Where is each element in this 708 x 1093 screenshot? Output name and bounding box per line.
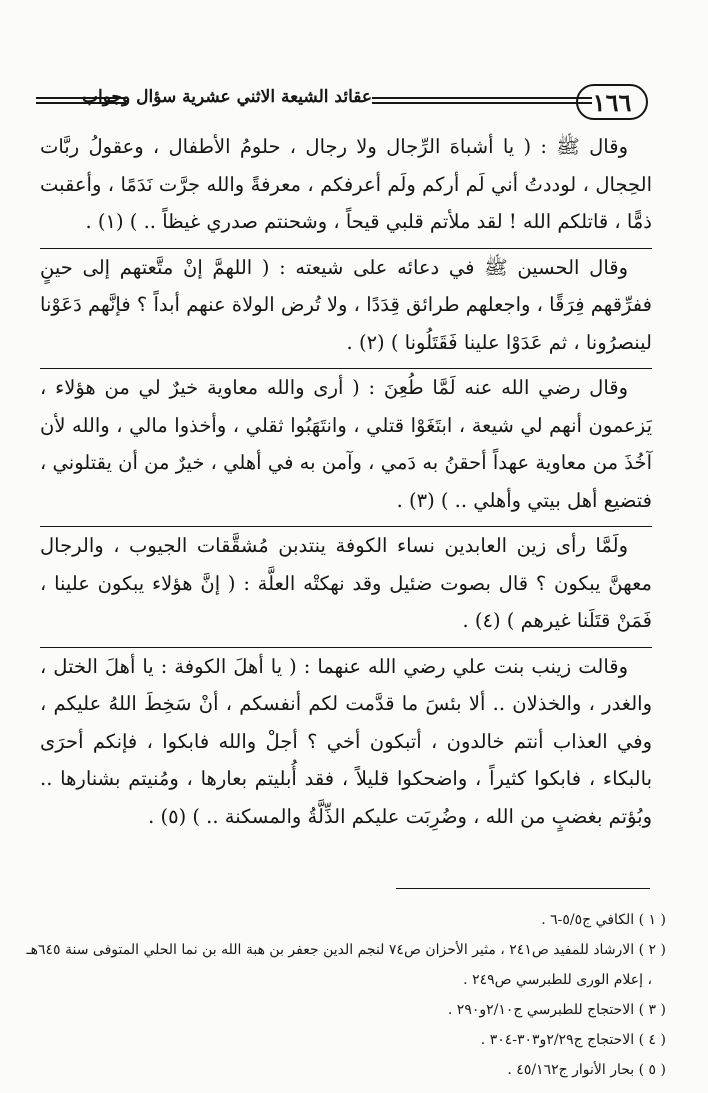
footnotes bbox=[26, 905, 666, 1085]
paragraph-5: وقالت زينب بنت علي رضي الله عنهما : ( يا أهلَ الكوفة : يا أهلَ الختل ، والغدر ، والخذلان .. ألا بئسَ ما قدَّمت لكم أنفسكم ، أنْ سَخِطَ اللهُ عليكم ، وفي العذاب أنتم خالدون ، أتبكون أخي ؟ أجلْ والله فابكوا ، فإنكم أحرَى بالبكاء ، فابكوا كثيراً ، واضحكوا قليلاً ، فقد أُبليتم بعارها ، ومُنيتم بشنارها .. وبُؤتم بغضبٍ من الله ، وضُرِبَت عليكم الذِّلَّةُ والمسكنة .. ) (٥) . bbox=[40, 654, 652, 828]
footnote-4: ( ٤ ) الاحتجاج ج٢/٢٩و٣٠٣-٣٠٤ . bbox=[480, 1032, 666, 1048]
body-text bbox=[40, 128, 652, 835]
footnote-2: ( ٢ ) الارشاد للمفيد ص٢٤١ ، مثير الأحزان ص٧٤ لنجم الدين جعفر بن هبة الله بن نما الحلي المتوفى سنة ٦٤٥هـ bbox=[26, 942, 666, 958]
footnote-separator bbox=[396, 888, 650, 889]
footnote-5: ( ٥ ) بحار الأنوار ج٤٥/١٦٢ . bbox=[507, 1062, 666, 1078]
page-header bbox=[30, 84, 648, 124]
paragraph-2: وقال الحسين ﷺ في دعائه على شيعته : ( اللهمَّ إنْ متَّعتهم إلى حينٍ ففرِّقهم فِرَقًا ، واجعلهم طرائق قِدَدًا ، ولا تُرض الولاة عنهم أبداً ؟ فإنَّهم دَعَوْنا لينصرُونا ، ثم عَدَوْا علينا فَقَتَلُونا ) (٢) . bbox=[40, 255, 652, 354]
footnote-2-continued: ، إعلام الورى للطبرسي ص٢٤٩ . bbox=[463, 972, 652, 988]
page-number: ١٦٦ bbox=[576, 84, 648, 120]
paragraph-4: ولَمَّا رأى زين العابدين نساء الكوفة ينتدبن مُشقَّقات الجيوب ، والرجال معهنَّ يبكون ؟ قال بصوت ضئيل وقد نهكتْه العلَّة : ( إنَّ هؤلاء يبكون علينا ، فَمَنْ قتَلَنا غيرهم ) (٤) . bbox=[40, 534, 652, 632]
footnote-1: ( ١ ) الكافي ج٥/٥-٦ . bbox=[541, 912, 666, 928]
footnote-3: ( ٣ ) الاحتجاج للطبرسي ج٢/١٠و٢٩٠ . bbox=[447, 1002, 666, 1018]
running-title: عقائد الشيعة الاثني عشرية سؤال وجواب bbox=[82, 87, 372, 107]
paragraph-1: وقال ﷺ : ( يا أشباهَ الرِّجال ولا رجال ، حلومُ الأطفال ، وعقولُ ربَّات الحِجال ، لوددتُ أني لَم أركم ولَم أعرفكم ، معرفةً والله جرَّت نَدَمًا ، وأعقبت ذمًّا ، قاتلكم الله ! لقد ملأتم قلبي قيحاً ، وشحنتم صدري غيظاً .. ) (١) . bbox=[40, 135, 652, 233]
header-rule-right bbox=[372, 97, 592, 104]
paragraph-3: وقال رضي الله عنه لَمَّا طُعِنَ : ( أرى والله معاوية خيرٌ لي من هؤلاء ، يَزعمون أنهم لي شيعة ، ابتَغَوْا قتلي ، وانتَهَبُوا ثقلي ، وأخذوا مالي ، والله لأن آخُذَ من معاوية عهداً أحقنُ به دَمي ، وآمن به في أهلي ، خيرٌ من أن يقتلوني ، فتضيع أهل بيتي وأهلي .. ) (٣) . bbox=[40, 376, 652, 512]
